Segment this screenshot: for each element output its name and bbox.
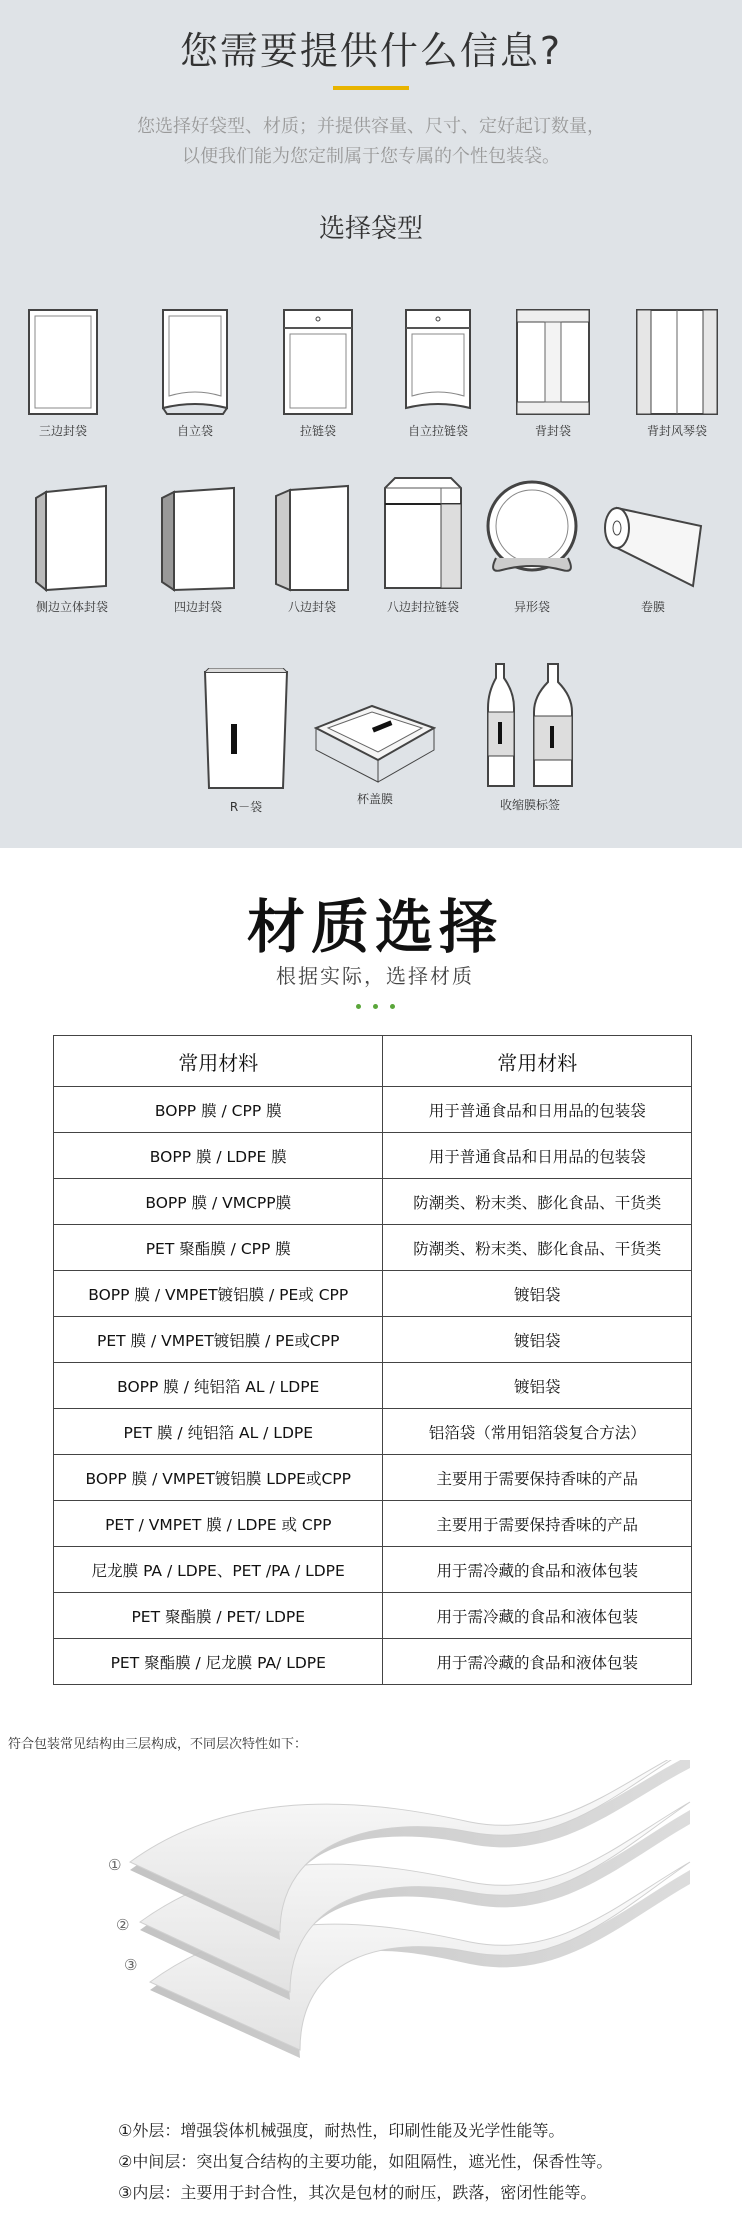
shrink-label-icon (484, 662, 576, 790)
usage-cell: 主要用于需要保持香味的产品 (383, 1455, 692, 1501)
layer-marker-1: ① (108, 1856, 122, 1874)
bag-type-section (0, 0, 750, 848)
column-header: 常用材料 (383, 1036, 692, 1087)
bag-label: 侧边立体封袋 (35, 600, 108, 614)
usage-cell: 主要用于需要保持香味的产品 (383, 1501, 692, 1547)
material-cell: PET 聚酯膜 / CPP 膜 (54, 1225, 383, 1271)
bag-card-cup-lid[interactable] (310, 688, 440, 807)
material-cell: BOPP 膜 / VMPET镀铝膜 LDPE或CPP (54, 1455, 383, 1501)
materials-title: 材质选择 (246, 893, 503, 961)
bag-card-stand-up[interactable] (150, 308, 240, 439)
table-row (54, 1639, 692, 1685)
bag-card-shrink-label[interactable] (470, 662, 590, 813)
table-row (54, 1225, 692, 1271)
usage-cell: 镀铝袋 (383, 1271, 692, 1317)
eight-side-zipper-bag-icon (381, 474, 465, 592)
table-row (54, 1179, 692, 1225)
material-cell: PET 膜 / 纯铝箔 AL / LDPE (54, 1409, 383, 1455)
bag-card-roll-film[interactable] (598, 500, 708, 615)
table-row (54, 1317, 692, 1363)
usage-cell: 镀铝袋 (383, 1363, 692, 1409)
table-row (54, 1409, 692, 1455)
bag-label: 自立拉链袋 (407, 424, 468, 438)
table-row (54, 1087, 692, 1133)
bag-card-eight-side[interactable] (262, 484, 362, 615)
table-row (54, 1133, 692, 1179)
bag-label: 背封袋 (534, 424, 571, 438)
intro-line-2: 以便我们能为您定制属于您专属的个性包装袋。 (182, 146, 560, 167)
bag-label: 四边封袋 (173, 600, 222, 614)
bag-card-back-seal[interactable] (508, 308, 598, 439)
usage-cell: 铝箔袋（常用铝箔袋复合方法） (383, 1409, 692, 1455)
bag-label: 八边封袋 (287, 600, 336, 614)
bag-label: R－袋 (229, 800, 263, 814)
table-row (54, 1363, 692, 1409)
bag-label: 杯盖膜 (356, 792, 393, 806)
layer-sheets-illustration (0, 1760, 750, 2100)
table-row (54, 1501, 692, 1547)
back-seal-bag-icon (515, 308, 591, 416)
bag-card-side-gusset[interactable] (22, 484, 122, 615)
bag-type-heading: 选择袋型 (318, 214, 423, 244)
materials-table (53, 1035, 692, 1685)
intro-line-1: 您选择好袋型、材质；并提供容量、尺寸、定好起订数量， (137, 116, 605, 137)
usage-cell: 防潮类、粉末类、膨化食品、干货类 (383, 1225, 692, 1271)
four-side-seal-bag-icon (158, 484, 238, 592)
bag-label: 自立袋 (176, 424, 213, 438)
material-cell: PET 聚酯膜 / 尼龙膜 PA/ LDPE (54, 1639, 383, 1685)
layer-note-outer: ①外层：增强袋体机械强度，耐热性，印刷性能及光学性能等。 (118, 2121, 565, 2140)
bag-card-shaped[interactable] (478, 478, 586, 615)
table-row (54, 1271, 692, 1317)
material-cell: BOPP 膜 / VMPET镀铝膜 / PE或 CPP (54, 1271, 383, 1317)
material-cell: 尼龙膜 PA / LDPE、PET /PA / LDPE (54, 1547, 383, 1593)
layer-marker-3: ③ (124, 1956, 138, 1974)
side-gusset-bag-icon (32, 484, 112, 592)
usage-cell: 用于普通食品和日用品的包装袋 (383, 1133, 692, 1179)
bag-label: 八边封拉链袋 (386, 600, 459, 614)
edge-strip (742, 0, 750, 848)
bag-label: 收缩膜标签 (499, 798, 560, 812)
bag-label: 三边封袋 (38, 424, 87, 438)
bag-card-three-side[interactable] (18, 308, 108, 439)
bag-card-zipper[interactable] (268, 308, 368, 439)
table-row (54, 1455, 692, 1501)
bag-label: 拉链袋 (299, 424, 336, 438)
material-cell: PET 聚酯膜 / PET/ LDPE (54, 1593, 383, 1639)
eight-side-seal-bag-icon (272, 484, 352, 592)
layer-note-inner: ③内层：主要用于封合性，其次是包材的耐压，跌落，密闭性能等。 (118, 2183, 597, 2202)
layer-note-middle: ②中间层：突出复合结构的主要功能，如阻隔性，遮光性，保香性等。 (118, 2152, 613, 2171)
three-side-seal-bag-icon (27, 308, 99, 416)
layer-marker-2: ② (116, 1916, 130, 1934)
usage-cell: 用于需冷藏的食品和液体包装 (383, 1547, 692, 1593)
title-underline (333, 86, 409, 90)
bag-card-eight-side-zipper[interactable] (368, 474, 478, 615)
material-cell: PET / VMPET 膜 / LDPE 或 CPP (54, 1501, 383, 1547)
usage-cell: 用于普通食品和日用品的包装袋 (383, 1087, 692, 1133)
material-cell: BOPP 膜 / VMCPP膜 (54, 1179, 383, 1225)
bag-card-r-bag[interactable] (190, 668, 302, 815)
zipper-bag-icon (282, 308, 354, 416)
back-seal-gusset-bag-icon (635, 308, 719, 416)
usage-cell: 用于需冷藏的食品和液体包装 (383, 1639, 692, 1685)
bag-card-back-gusset[interactable] (622, 308, 732, 439)
bag-label: 异形袋 (513, 600, 550, 614)
bag-label: 背封风琴袋 (646, 424, 707, 438)
usage-cell: 用于需冷藏的食品和液体包装 (383, 1593, 692, 1639)
bag-label: 卷膜 (640, 600, 665, 614)
decorative-dots (0, 994, 750, 1013)
table-row (54, 1593, 692, 1639)
material-cell: BOPP 膜 / LDPE 膜 (54, 1133, 383, 1179)
stand-up-pouch-icon (159, 308, 231, 416)
bag-card-stand-up-zipper[interactable] (388, 308, 488, 439)
table-header-row (54, 1036, 692, 1087)
stand-up-zipper-bag-icon (402, 308, 474, 416)
cup-lid-film-icon (314, 688, 436, 784)
r-bag-icon (201, 668, 291, 792)
usage-cell: 防潮类、粉末类、膨化食品、干货类 (383, 1179, 692, 1225)
material-cell: BOPP 膜 / 纯铝箔 AL / LDPE (54, 1363, 383, 1409)
material-cell: BOPP 膜 / CPP 膜 (54, 1087, 383, 1133)
material-cell: PET 膜 / VMPET镀铝膜 / PE或CPP (54, 1317, 383, 1363)
roll-film-icon (601, 500, 705, 592)
shaped-bag-icon (484, 478, 580, 592)
page-title: 您需要提供什么信息? (179, 29, 563, 73)
column-header: 常用材料 (54, 1036, 383, 1087)
table-row (54, 1547, 692, 1593)
materials-subtitle: 根据实际，选择材质 (276, 964, 474, 988)
usage-cell: 镀铝袋 (383, 1317, 692, 1363)
bag-card-four-side[interactable] (148, 484, 248, 615)
layers-intro: 符合包装常见结构由三层构成，不同层次特性如下： (8, 1737, 308, 1752)
